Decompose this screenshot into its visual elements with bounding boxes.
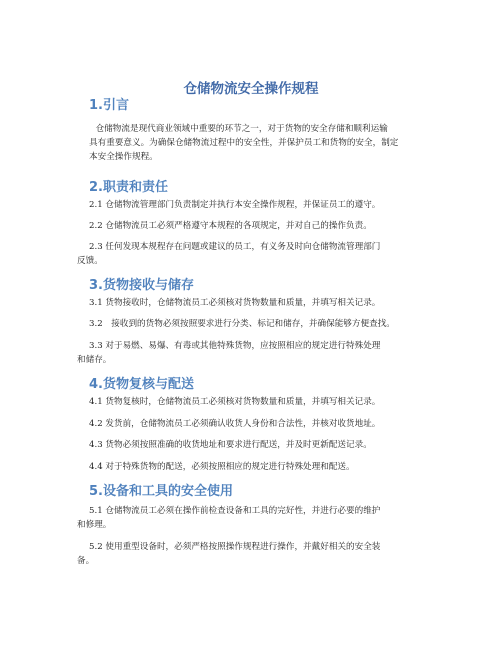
paragraph-line: 仓储物流是现代商业领域中重要的环节之一，对于货物的安全存储和顺利运输 xyxy=(87,124,388,134)
clause-5-1 xyxy=(77,504,429,532)
section-1-paragraph xyxy=(89,122,429,164)
clause-line: 反馈。 xyxy=(77,256,103,266)
clause-line: 2.3 任何发现本规程存在问题或建议的员工，有义务及时向仓储物流管理部门 xyxy=(89,242,381,252)
clause-3-1: 3.1 货物接收时，仓储物流员工必须核对货物数量和质量，并填写相关记录。 xyxy=(89,298,381,308)
clause-line: 备。 xyxy=(77,556,95,566)
clause-4-2: 4.2 发货前，仓储物流员工必须确认收货人身份和合法性，并核对收货地址。 xyxy=(89,419,381,429)
clause-5-2 xyxy=(77,540,429,568)
clause-4-3: 4.3 货物必须按照准确的收货地址和要求进行配送，并及时更新配送记录。 xyxy=(89,440,372,450)
clause-4-1: 4.1 货物复核时，仓储物流员工必须核对货物数量和质量，并填写相关记录。 xyxy=(89,397,381,407)
clause-3-2: 3.2 接收到的货物必须按照要求进行分类、标记和储存，并确保能够方便查找。 xyxy=(89,319,395,329)
section-1-heading: 1.引言 xyxy=(89,98,129,113)
clause-3-3 xyxy=(77,339,429,367)
clause-line: 和修理。 xyxy=(77,520,112,530)
clause-2-3 xyxy=(77,240,429,268)
paragraph-line: 具有重要意义。为确保仓储物流过程中的安全性，并保护员工和货物的安全，制定 xyxy=(89,138,399,148)
clause-4-4: 4.4 对于特殊货物的配送，必须按照相应的规定进行特殊处理和配送。 xyxy=(89,462,355,472)
clause-2-1: 2.1 仓储物流管理部门负责制定并执行本安全操作规程，并保证员工的遵守。 xyxy=(89,200,381,210)
section-4-heading: 4.货物复核与配送 xyxy=(89,377,194,392)
document-title: 仓储物流安全操作规程 xyxy=(183,81,319,97)
clause-2-2: 2.2 仓储物流员工必须严格遵守本规程的各项规定，并对自己的操作负责。 xyxy=(89,221,372,231)
clause-line: 和储存。 xyxy=(77,355,112,365)
clause-line: 5.2 使用重型设备时，必须严格按照操作规程进行操作，并戴好相关的安全装 xyxy=(89,542,381,552)
clause-line: 3.3 对于易燃、易爆、有毒或其他特殊货物，应按照相应的规定进行特殊处理 xyxy=(89,341,381,351)
section-5-heading: 5.设备和工具的安全使用 xyxy=(89,484,233,499)
paragraph-line: 本安全操作规程。 xyxy=(89,152,158,162)
section-3-heading: 3.货物接收与储存 xyxy=(89,278,194,293)
section-2-heading: 2.职责和责任 xyxy=(89,180,168,195)
clause-line: 5.1 仓储物流员工必须在操作前检查设备和工具的完好性，并进行必要的维护 xyxy=(89,506,381,516)
